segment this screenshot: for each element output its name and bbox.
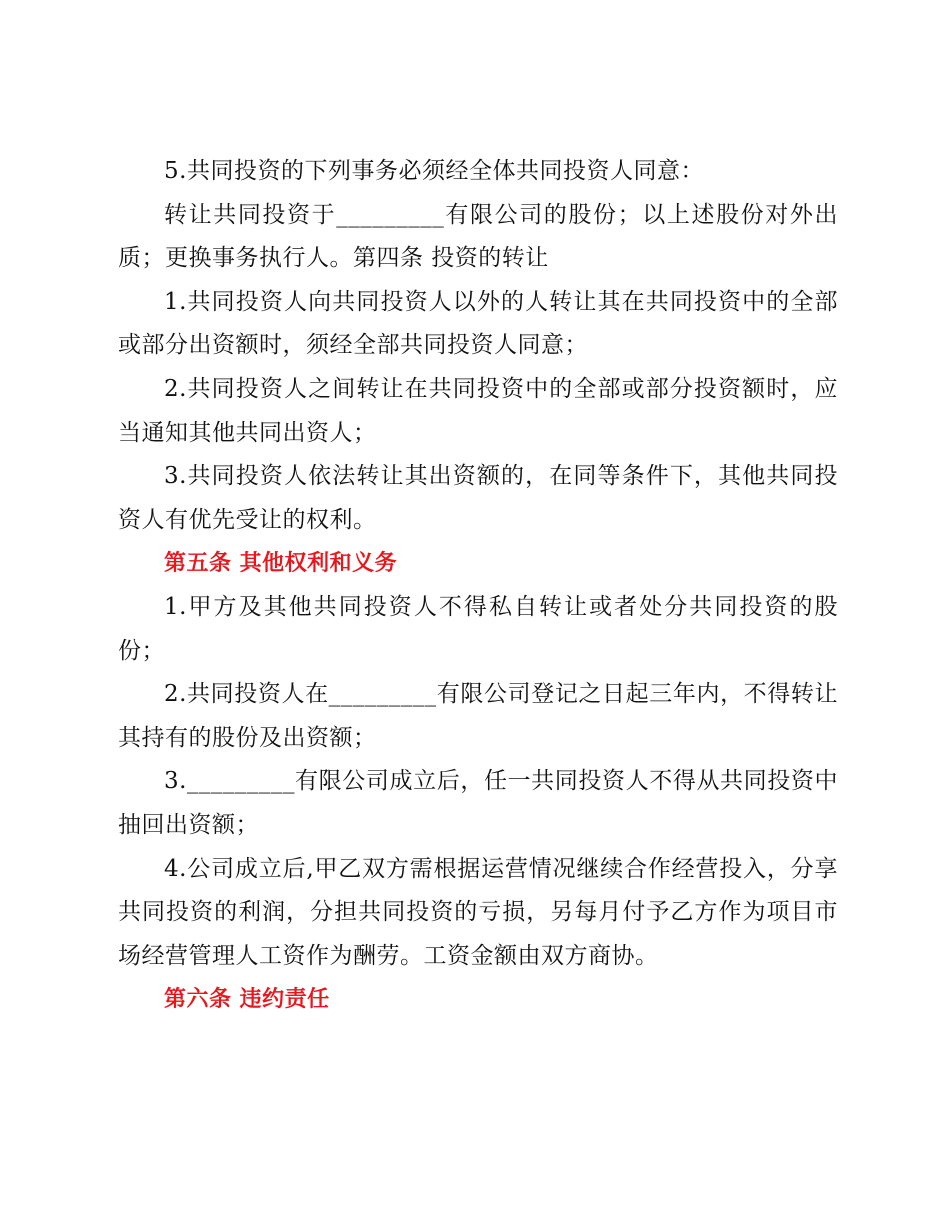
section-heading-article-6: 第六条 违约责任 [164,987,330,1013]
document-body [118,150,838,1022]
paragraph-rights-4: 4.公司成立后,甲乙双方需根据运营情况继续合作经营投入，分享共同投资的利润，分担共同投资的亏损，另每月付予乙方作为项目市场经营管理人工资作为酬劳。工资金额由双方商协。 [118,855,838,969]
paragraph-transfer-2: 2.共同投资人之间转让在共同投资中的全部或部分投资额时，应当通知其他共同出资人； [118,375,838,446]
paragraph-rights-2: 2.共同投资人在_________有限公司登记之日起三年内，不得转让其持有的股份及出资额； [118,681,838,751]
paragraph-rights-1: 1.甲方及其他共同投资人不得私自转让或者处分共同投资的股份； [118,593,838,664]
paragraph-rights-3: 3._________有限公司成立后，任一共同投资人不得从共同投资中抽回出资额； [118,768,838,838]
paragraph-transfer-3: 3.共同投资人依法转让其出资额的，在同等条件下，其他共同投资人有优先受让的权利。 [118,463,838,533]
section-heading-article-5: 第五条 其他权利和义务 [164,551,398,577]
paragraph-transfer-1: 1.共同投资人向共同投资人以外的人转让其在共同投资中的全部或部分出资额时，须经全部共同投资人同意； [118,288,838,359]
paragraph-item-5-consent: 5.共同投资的下列事务必须经全体共同投资人同意： [164,158,704,184]
paragraph-transfer-matters: 转让共同投资于_________有限公司的股份；以上述股份对外出质；更换事务执行人。第四条 投资的转让 [118,201,838,272]
